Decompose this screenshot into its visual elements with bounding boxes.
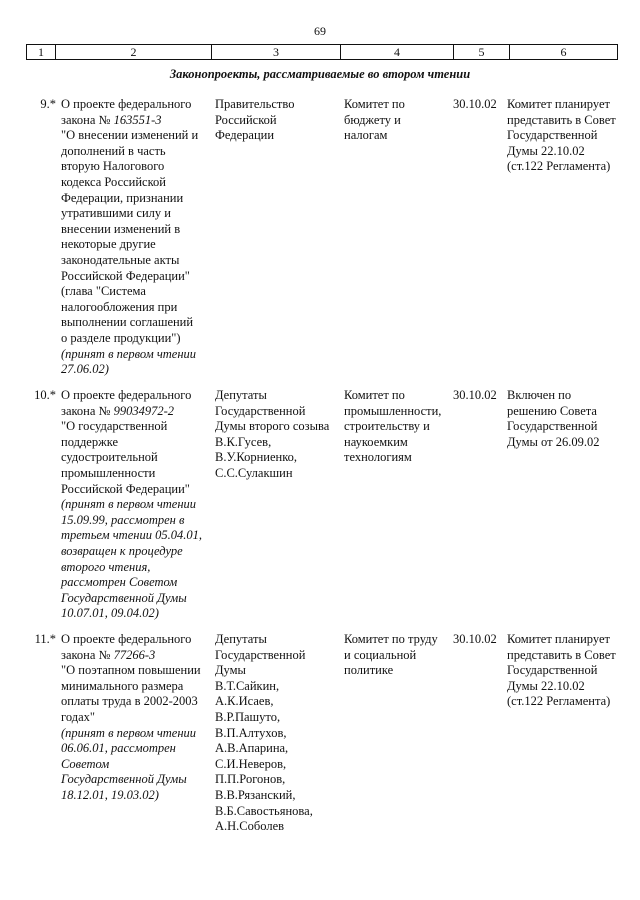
bill-status-line: Государственной Думы (61, 590, 187, 605)
note-line: Включен по (507, 388, 572, 402)
bill-number-line (61, 113, 211, 129)
note-line: (ст.122 Регламента) (507, 159, 611, 174)
bill-initiator (215, 632, 339, 835)
column-header-5: 5 (454, 45, 510, 60)
bill-title-line: законодательные акты (61, 252, 180, 267)
bill-status-line: 15.09.99, рассмотрен в (61, 512, 185, 527)
bill-title (61, 388, 211, 622)
bill-status-line: 10.07.01, 09.04.02) (61, 606, 159, 621)
bill-title-line: О проекте федерального (61, 97, 192, 111)
bill-initiator (215, 97, 339, 144)
initiator-line: В.Р.Пашуто, (215, 709, 281, 724)
note-line: Комитет планирует (507, 632, 610, 646)
bill-number: 163551-3 (113, 112, 162, 127)
consideration-date: 30.10.02 (453, 97, 497, 111)
consideration-date: 30.10.02 (453, 388, 497, 402)
bill-status-line: 27.06.02) (61, 362, 109, 377)
initiator-line: В.П.Алтухов, (215, 725, 287, 740)
initiator-line: В.У.Корниенко, (215, 450, 298, 465)
entry-number: 11.* (34, 632, 56, 646)
committee-line: наукоемким (344, 434, 408, 449)
initiator-line: Российской (215, 112, 277, 127)
column-header-3: 3 (212, 45, 341, 60)
committee-line: промышленности, (344, 403, 442, 418)
initiator-line: Депутаты (215, 388, 267, 402)
initiator-line: Думы (215, 663, 246, 678)
column-header-table (26, 44, 618, 60)
page-number: 69 (314, 24, 326, 38)
bill-title-line: поддержке (61, 434, 119, 449)
initiator-line: В.В.Рязанский, (215, 787, 296, 802)
bill-title-line: минимального размера (61, 678, 184, 693)
bill-title-line: "О поэтапном повышении (61, 663, 201, 678)
bill-status-line: 06.06.01, рассмотрен (61, 741, 176, 756)
bill-note (507, 388, 619, 450)
note-line: (ст.122 Регламента) (507, 694, 611, 709)
bill-status-line: Советом (61, 756, 110, 771)
initiator-line: Государственной (215, 403, 306, 418)
note-line: Думы 22.10.02 (507, 678, 585, 693)
note-line: представить в Совет (507, 647, 616, 662)
initiator-line: Думы второго созыва (215, 419, 330, 434)
bill-number-prefix: закона № (61, 112, 114, 127)
initiator-line: Федерации (215, 128, 275, 143)
entry-number: 9.* (40, 97, 56, 111)
bill-title-line: налогообложения при (61, 299, 178, 314)
bill-note (507, 632, 619, 710)
bill-title (61, 97, 211, 378)
section-title: Законопроекты, рассматриваемые во втором чтении (169, 67, 471, 81)
bill-title-line: о разделе продукции") (61, 330, 181, 345)
initiator-line: В.Б.Савостьянова, (215, 803, 313, 818)
note-line: Думы от 26.09.02 (507, 434, 600, 449)
committee-line: Комитет по труду (344, 632, 438, 646)
note-line: Думы 22.10.02 (507, 143, 585, 158)
bill-title-line: оплаты труда в 2002-2003 (61, 694, 198, 709)
initiator-line: Правительство (215, 97, 295, 111)
bill-title-line: О проекте федерального (61, 632, 192, 646)
bill-title-line: дополнений в часть (61, 143, 166, 158)
note-line: Комитет планирует (507, 97, 610, 111)
bill-status-line: возвращен к процедуре (61, 543, 183, 558)
bill-title-line: Российской Федерации" (61, 268, 190, 283)
bill-title-line: О проекте федерального (61, 388, 192, 402)
bill-status-line: Государственной Думы (61, 772, 187, 787)
bill-number: 99034972-2 (113, 403, 175, 418)
bill-number-line (61, 404, 211, 420)
note-line: Государственной (507, 419, 598, 434)
bill-status-line: (принят в первом чтении (61, 497, 197, 512)
bill-number: 77266-3 (113, 647, 156, 662)
bill-number-line (61, 648, 211, 664)
bill-title-line: "О внесении изменений и (61, 128, 199, 143)
bill-number-prefix: закона № (61, 403, 114, 418)
bill-title-line: промышленности (61, 465, 156, 480)
bill-title-line: утратившими силу и (61, 206, 171, 221)
column-header-2: 2 (56, 45, 212, 60)
bill-note (507, 97, 619, 175)
note-line: представить в Совет (507, 112, 616, 127)
bill-title-line: судостроительной (61, 450, 158, 465)
bill-title-line: "О государственной (61, 419, 168, 434)
initiator-line: С.И.Неверов, (215, 756, 287, 771)
bill-title-line: Федерации, признании (61, 190, 184, 205)
bill-title-line: (глава "Система (61, 284, 146, 299)
committee-line: налогам (344, 128, 388, 143)
responsible-committee (344, 97, 452, 144)
initiator-line: Депутаты (215, 632, 267, 646)
initiator-line: В.К.Гусев, (215, 434, 272, 449)
bill-title-line: кодекса Российской (61, 174, 166, 189)
bill-title-line: Российской Федерации" (61, 481, 190, 496)
committee-line: технологиям (344, 450, 412, 465)
committee-line: и социальной (344, 647, 417, 662)
bill-status-line: (принят в первом чтении (61, 725, 197, 740)
column-header-1: 1 (27, 45, 56, 60)
entry-number: 10.* (34, 388, 56, 402)
initiator-line: А.К.Исаев, (215, 694, 274, 709)
bill-status-line: рассмотрен Советом (61, 575, 178, 590)
bill-status-line: (принят в первом чтении (61, 346, 197, 361)
initiator-line: С.С.Сулакшин (215, 465, 293, 480)
committee-line: политике (344, 663, 394, 678)
initiator-line: Государственной (215, 647, 306, 662)
consideration-date: 30.10.02 (453, 632, 497, 646)
bill-title-line: некоторые другие (61, 237, 156, 252)
bill-title-line: вторую Налогового (61, 159, 165, 174)
bill-title-line: выполнении соглашений (61, 315, 194, 330)
bill-title-line: годах" (61, 709, 95, 724)
initiator-line: П.П.Рогонов, (215, 772, 286, 787)
initiator-line: А.В.Апарина, (215, 741, 289, 756)
responsible-committee (344, 388, 452, 466)
committee-line: строительству и (344, 419, 430, 434)
responsible-committee (344, 632, 452, 679)
committee-line: бюджету и (344, 112, 401, 127)
committee-line: Комитет по (344, 97, 405, 111)
column-header-row (27, 45, 618, 60)
column-header-6: 6 (510, 45, 618, 60)
note-line: Государственной (507, 663, 598, 678)
bill-number-prefix: закона № (61, 647, 114, 662)
column-header-4: 4 (341, 45, 454, 60)
committee-line: Комитет по (344, 388, 405, 402)
initiator-line: В.Т.Сайкин, (215, 678, 280, 693)
initiator-line: А.Н.Соболев (215, 819, 285, 834)
bill-status-line: третьем чтении 05.04.01, (61, 528, 202, 543)
bill-initiator (215, 388, 339, 482)
bill-title-line: внесении изменений в (61, 221, 181, 236)
bill-status-line: 18.12.01, 19.03.02) (61, 787, 159, 802)
note-line: Государственной (507, 128, 598, 143)
bill-status-line: второго чтения, (61, 559, 151, 574)
note-line: решению Совета (507, 403, 597, 418)
bill-title (61, 632, 211, 804)
